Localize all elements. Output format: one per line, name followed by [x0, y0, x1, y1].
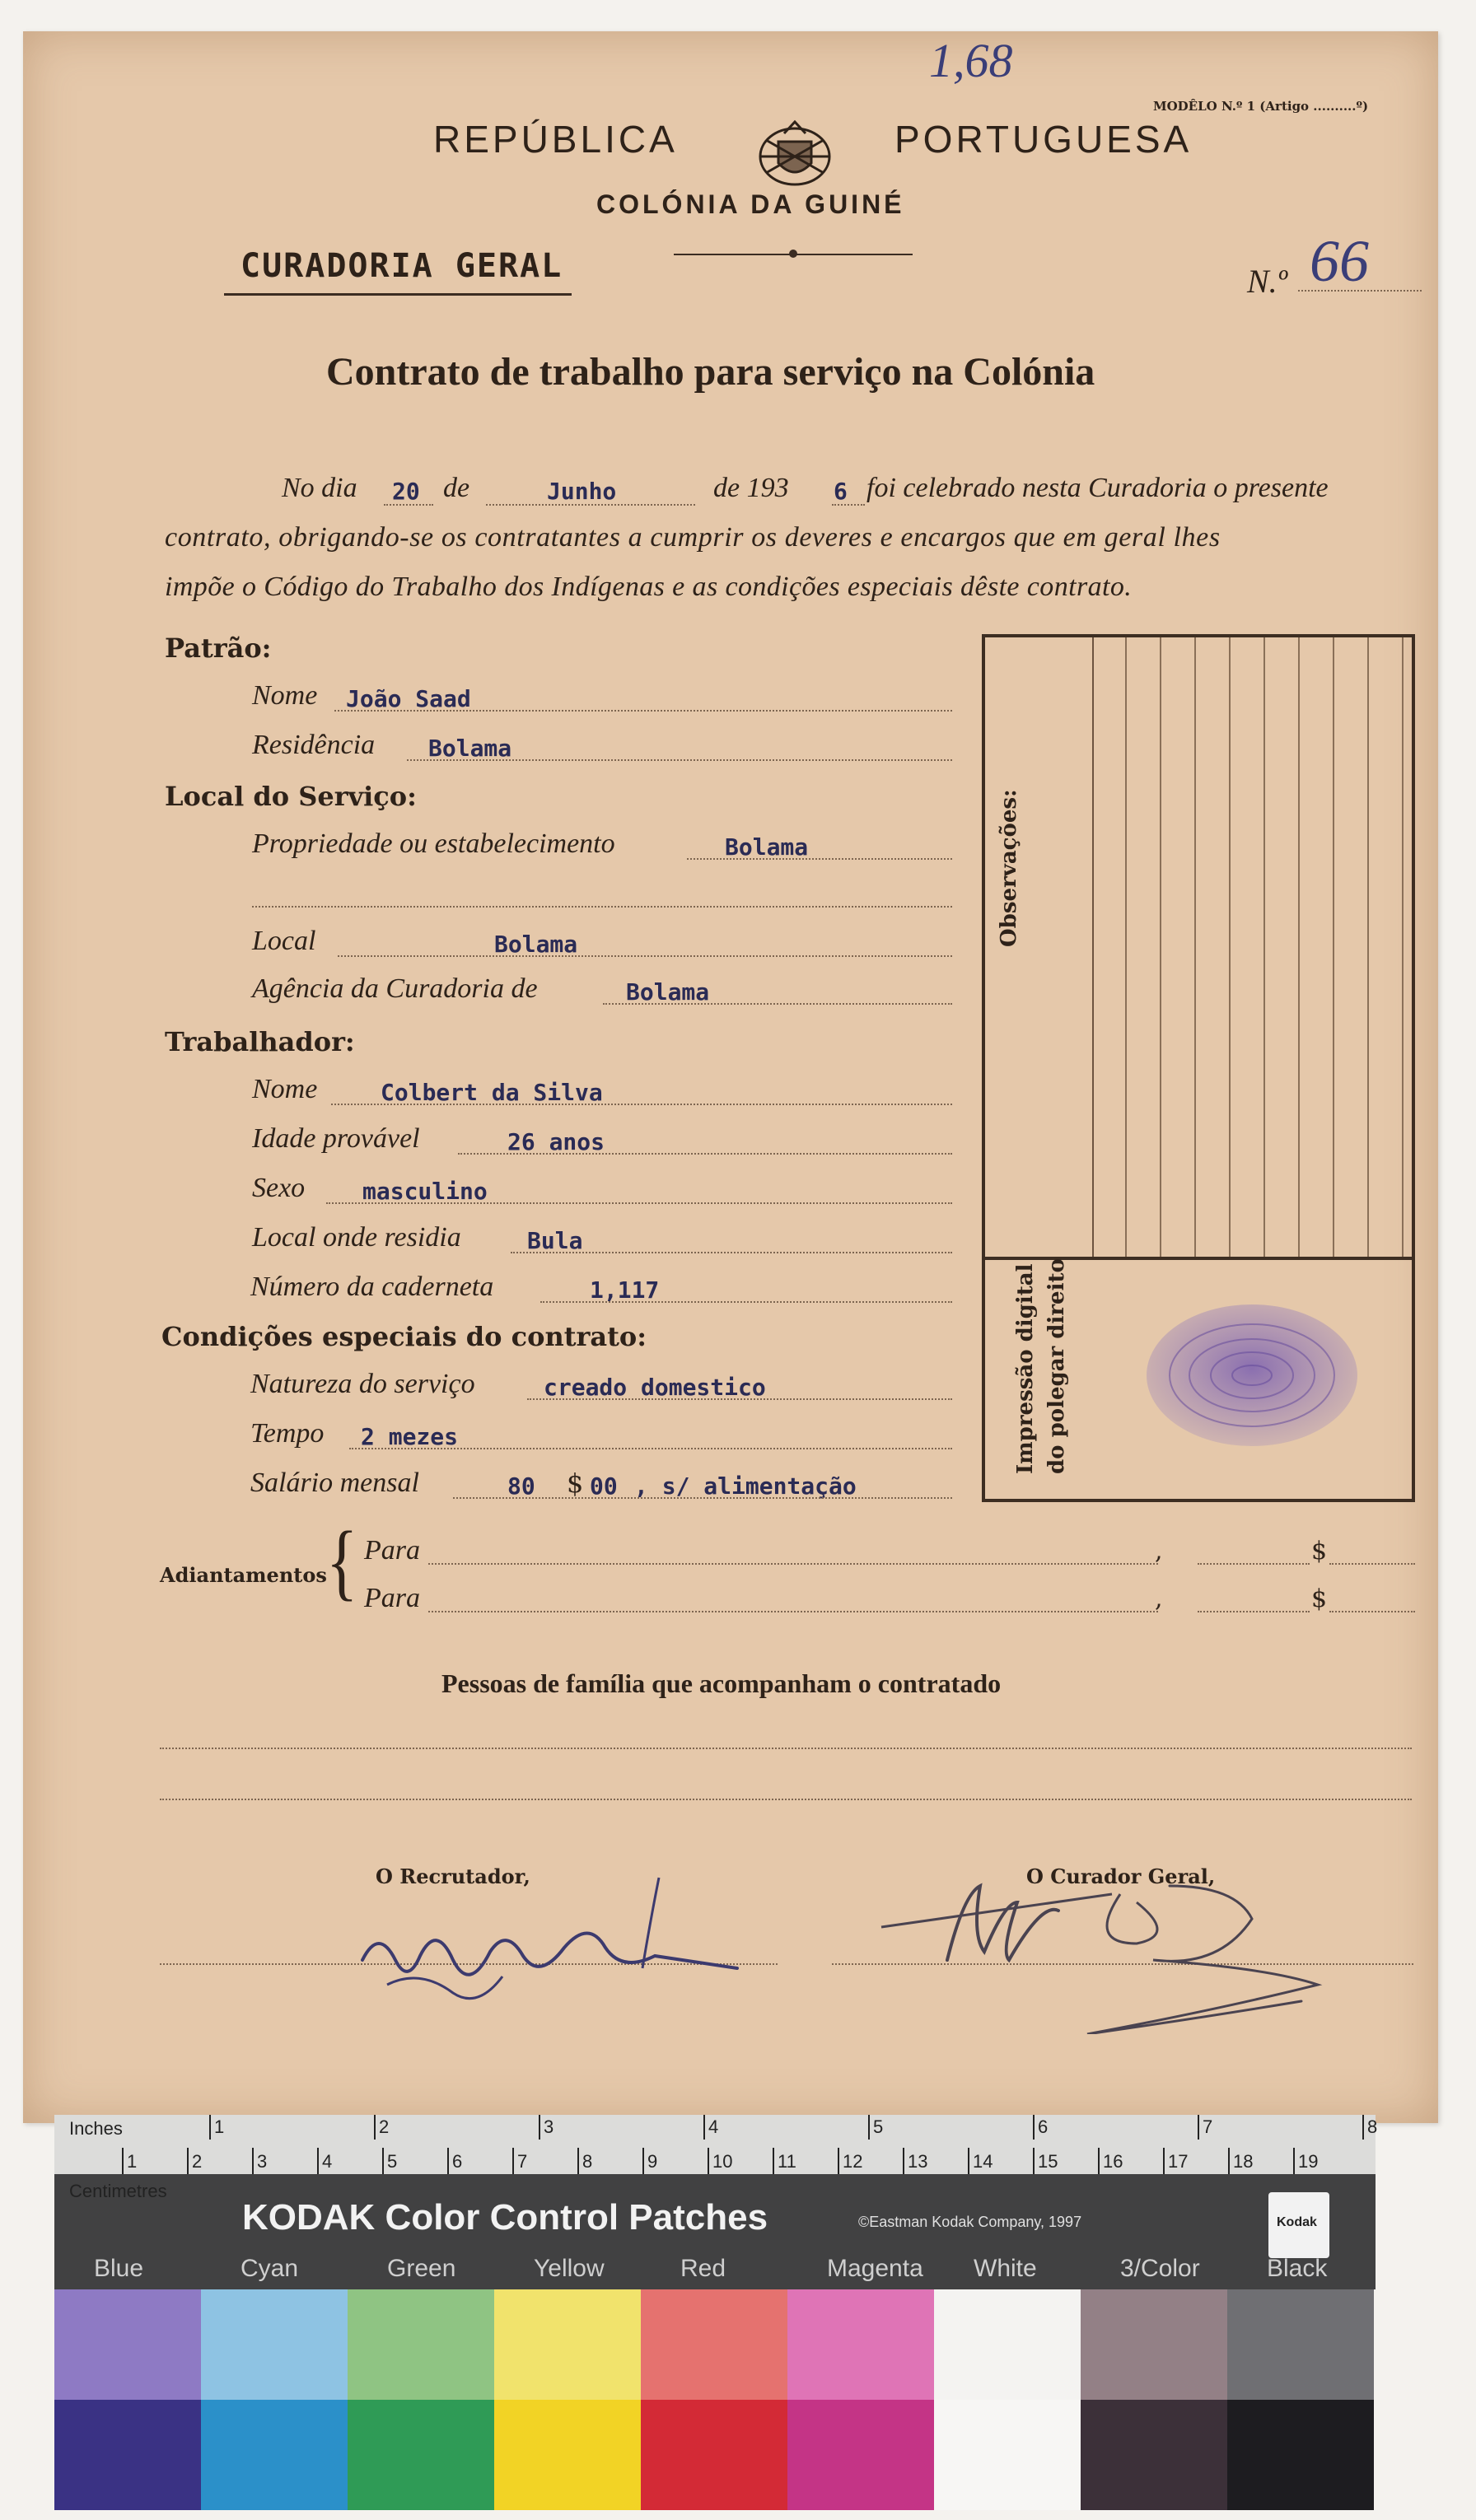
adiantamentos-brace: {: [326, 1514, 358, 1610]
amount-line-1a: [1198, 1563, 1310, 1565]
month-line: [486, 504, 695, 506]
agencia-label: Agência da Curadoria de: [252, 973, 538, 1004]
curador-label: O Curador Geral,: [1026, 1864, 1216, 1888]
inch-tick: [868, 2115, 870, 2140]
caderneta-line: [540, 1301, 952, 1303]
local-line: [338, 955, 952, 957]
propriedade-line-2: [252, 906, 952, 908]
coat-of-arms-icon: [751, 117, 838, 191]
trabalhador-nome-value: Colbert da Silva: [381, 1079, 603, 1106]
numero-line: [1298, 290, 1422, 292]
agencia-line: [603, 1003, 952, 1005]
intro-text-c: de 193: [713, 473, 789, 503]
year-line: [832, 504, 865, 506]
salario-sep: $: [567, 1468, 584, 1499]
curadoria-heading: CURADORIA GERAL: [241, 247, 563, 285]
thumbprint-icon: [1137, 1293, 1367, 1466]
color-patch-top: [1081, 2289, 1227, 2400]
cm-tick: [317, 2148, 319, 2174]
kodak-color-control: [54, 2115, 1376, 2289]
inch-tick: [539, 2115, 540, 2140]
cm-tick: [512, 2148, 514, 2174]
cm-number: 7: [517, 2151, 528, 2172]
trabalhador-heading: Trabalhador:: [165, 1026, 355, 1057]
color-patch-bottom: [494, 2400, 641, 2510]
condicoes-heading: Condições especiais do contrato:: [161, 1321, 647, 1352]
cm-number: 3: [257, 2151, 268, 2172]
familia-line-1: [160, 1748, 1412, 1749]
colonia-heading: COLÓNIA DA GUINÉ: [596, 189, 905, 219]
inch-tick: [1362, 2115, 1364, 2140]
para-label-2: Para: [364, 1583, 420, 1613]
familia-line-2: [160, 1799, 1412, 1800]
inches-label: Inches: [69, 2118, 123, 2139]
document-title: Contrato de trabalho para serviço na Colónia: [326, 350, 1095, 394]
intro-line-3: impõe o Código do Trabalho dos Indígenas e as condições especiais dêste contrato.: [165, 572, 1133, 602]
divider-dot: [789, 250, 797, 258]
color-patch-top: [348, 2289, 494, 2400]
contract-year-digit: 6: [834, 478, 848, 505]
color-patch-bottom: [201, 2400, 348, 2510]
color-patch-bottom: [787, 2400, 934, 2510]
color-patch-bottom: [934, 2400, 1081, 2510]
observacoes-label: Observações:: [997, 789, 1021, 947]
salario-value-b: 00: [590, 1472, 618, 1500]
curadoria-underline: [224, 293, 572, 296]
local-value: Bolama: [494, 931, 578, 958]
patch-label: Cyan: [241, 2255, 299, 2282]
kodak-logo-icon: [1268, 2192, 1329, 2258]
cm-tick: [252, 2148, 254, 2174]
contract-month: Junho: [547, 478, 617, 505]
para-label-1: Para: [364, 1535, 420, 1566]
para-line-2: [428, 1611, 1158, 1612]
patch-label: Yellow: [534, 2255, 605, 2282]
idade-value: 26 anos: [507, 1128, 605, 1155]
cm-tick: [382, 2148, 384, 2174]
centimetres-label: Centimetres: [69, 2181, 167, 2201]
color-patch-top: [787, 2289, 934, 2400]
republica-heading: REPÚBLICA: [433, 118, 678, 161]
cm-number: 4: [322, 2151, 333, 2172]
inch-number: 7: [1203, 2116, 1213, 2137]
cm-number: 11: [778, 2151, 796, 2172]
local-label: Local: [252, 926, 316, 956]
dollar-1: $: [1311, 1537, 1328, 1566]
patrao-residencia-label: Residência: [252, 730, 376, 760]
residia-value: Bula: [527, 1227, 583, 1254]
trabalhador-nome-label: Nome: [252, 1074, 318, 1104]
curador-signature: [873, 1869, 1384, 2034]
patrao-nome-line: [334, 710, 952, 712]
patch-label: Black: [1267, 2255, 1328, 2282]
adiantamentos-label: Adiantamentos: [160, 1563, 327, 1587]
patch-label: Magenta: [827, 2255, 923, 2282]
cm-number: 6: [452, 2151, 463, 2172]
propriedade-value: Bolama: [725, 833, 809, 861]
color-patch-bottom: [1081, 2400, 1227, 2510]
color-patch-bottom: [54, 2400, 201, 2510]
patrao-nome-label: Nome: [252, 680, 318, 711]
cm-number: 1: [127, 2151, 138, 2172]
observacoes-ruled-lines: [1092, 637, 1412, 1257]
propriedade-label: Propriedade ou estabelecimento: [252, 828, 615, 859]
caderneta-label: Número da caderneta: [250, 1272, 494, 1302]
patch-label: Red: [680, 2255, 726, 2282]
dollar-2: $: [1311, 1584, 1328, 1613]
inch-number: 2: [379, 2116, 390, 2137]
amount-line-2a: [1198, 1611, 1310, 1612]
cm-tick: [187, 2148, 189, 2174]
inch-tick: [1033, 2115, 1035, 2140]
observacoes-inner-border: [1092, 637, 1094, 1257]
inch-number: 3: [544, 2116, 554, 2137]
cm-number: 5: [387, 2151, 398, 2172]
para-line-1: [428, 1563, 1158, 1565]
recrutador-label: O Recrutador,: [376, 1864, 530, 1888]
cm-number: 9: [647, 2151, 658, 2172]
salario-label: Salário mensal: [250, 1468, 419, 1498]
inch-number: 6: [1038, 2116, 1049, 2137]
cm-tick: [773, 2148, 774, 2174]
comma-1: ,: [1155, 1537, 1163, 1566]
cm-number: 15: [1038, 2151, 1058, 2172]
cm-tick: [577, 2148, 579, 2174]
residia-label: Local onde residia: [252, 1222, 461, 1253]
cm-tick: [642, 2148, 644, 2174]
inch-tick: [374, 2115, 376, 2140]
natureza-label: Natureza do serviço: [250, 1369, 475, 1399]
inch-number: 4: [708, 2116, 719, 2137]
handwritten-file-number: 1,68: [929, 34, 1013, 87]
model-number: MODÊLO N.º 1 (Artigo ..........º): [1153, 99, 1369, 114]
inch-tick: [703, 2115, 705, 2140]
patrao-residencia-line: [407, 759, 952, 761]
cm-tick: [838, 2148, 839, 2174]
natureza-line: [527, 1398, 952, 1400]
polegar-label: do polegar direito: [1044, 1258, 1069, 1474]
patch-label: White: [974, 2255, 1037, 2282]
idade-line: [458, 1153, 952, 1155]
inch-tick: [209, 2115, 211, 2140]
cm-tick: [122, 2148, 124, 2174]
color-patch-bottom: [641, 2400, 787, 2510]
kodak-copyright: ©Eastman Kodak Company, 1997: [858, 2214, 1082, 2230]
sexo-line: [326, 1202, 952, 1204]
amount-line-1b: [1329, 1563, 1415, 1565]
familia-heading: Pessoas de família que acompanham o contratado: [441, 1668, 1002, 1698]
kodak-logo-text: Kodak: [1277, 2215, 1317, 2229]
cm-number: 13: [908, 2151, 928, 2172]
cm-number: 12: [843, 2151, 863, 2172]
intro-text-d: foi celebrado nesta Curadoria o presente: [866, 473, 1329, 503]
patch-label: 3/Color: [1120, 2255, 1200, 2282]
inch-number: 1: [214, 2116, 225, 2137]
color-patch-top: [641, 2289, 787, 2400]
patrao-nome-value: João Saad: [346, 685, 471, 712]
tempo-value: 2 mezes: [361, 1423, 459, 1450]
cm-tick: [1228, 2148, 1230, 2174]
recrutador-signature: [346, 1869, 774, 2018]
contract-day: 20: [392, 478, 420, 505]
cm-tick: [1293, 2148, 1295, 2174]
amount-line-2b: [1329, 1611, 1415, 1612]
agencia-value: Bolama: [626, 978, 710, 1006]
residia-line: [511, 1252, 952, 1253]
inch-number: 8: [1367, 2116, 1378, 2137]
cm-tick: [1033, 2148, 1035, 2174]
color-patch-top: [54, 2289, 201, 2400]
idade-label: Idade provável: [252, 1123, 420, 1154]
cm-number: 19: [1298, 2151, 1319, 2172]
patrao-residencia-value: Bolama: [428, 735, 512, 762]
propriedade-line: [687, 858, 952, 860]
cm-tick: [1163, 2148, 1165, 2174]
tempo-line: [349, 1448, 952, 1449]
trabalhador-nome-line: [331, 1104, 952, 1105]
color-patch-bottom: [1227, 2400, 1374, 2510]
cm-tick: [708, 2148, 709, 2174]
salario-line: [453, 1497, 952, 1499]
caderneta-value: 1,117: [590, 1276, 660, 1304]
portuguesa-heading: PORTUGUESA: [894, 118, 1193, 161]
cm-number: 18: [1233, 2151, 1254, 2172]
tempo-label: Tempo: [250, 1418, 325, 1449]
salario-value-a: 80: [507, 1472, 535, 1500]
cm-number: 2: [192, 2151, 203, 2172]
color-patch-top: [1227, 2289, 1374, 2400]
patrao-heading: Patrão:: [165, 632, 272, 664]
color-patch-bottom: [348, 2400, 494, 2510]
intro-line-2: contrato, obrigando-se os contratantes a cumprir os deveres e encargos que em geral lhes: [165, 522, 1221, 553]
comma-2: ,: [1155, 1584, 1163, 1613]
cm-tick: [903, 2148, 904, 2174]
cm-tick: [1098, 2148, 1100, 2174]
cm-tick: [447, 2148, 449, 2174]
inch-number: 5: [873, 2116, 884, 2137]
color-patch-top: [201, 2289, 348, 2400]
numero-value: 66: [1310, 228, 1369, 294]
inch-tick: [1198, 2115, 1199, 2140]
cm-tick: [968, 2148, 969, 2174]
day-line: [384, 504, 433, 506]
cm-number: 8: [582, 2151, 593, 2172]
intro-text-a: No dia: [282, 473, 357, 503]
sexo-value: masculino: [362, 1178, 488, 1205]
salario-extra: , s/ alimentação: [634, 1472, 857, 1500]
cm-number: 14: [973, 2151, 993, 2172]
sexo-label: Sexo: [252, 1173, 306, 1203]
cm-number: 16: [1103, 2151, 1123, 2172]
cm-number: 10: [712, 2151, 733, 2172]
local-servico-heading: Local do Serviço:: [165, 781, 417, 812]
patch-label: Blue: [94, 2255, 144, 2282]
impressao-label: Impressão digital: [1013, 1263, 1038, 1474]
kodak-title: KODAK Color Control Patches: [242, 2197, 768, 2238]
color-patch-top: [934, 2289, 1081, 2400]
color-patch-top: [494, 2289, 641, 2400]
natureza-value: creado domestico: [544, 1374, 766, 1401]
numero-label: N.º: [1247, 263, 1288, 300]
patch-label: Green: [387, 2255, 456, 2282]
cm-number: 17: [1168, 2151, 1189, 2172]
intro-text-b: de: [443, 473, 470, 503]
